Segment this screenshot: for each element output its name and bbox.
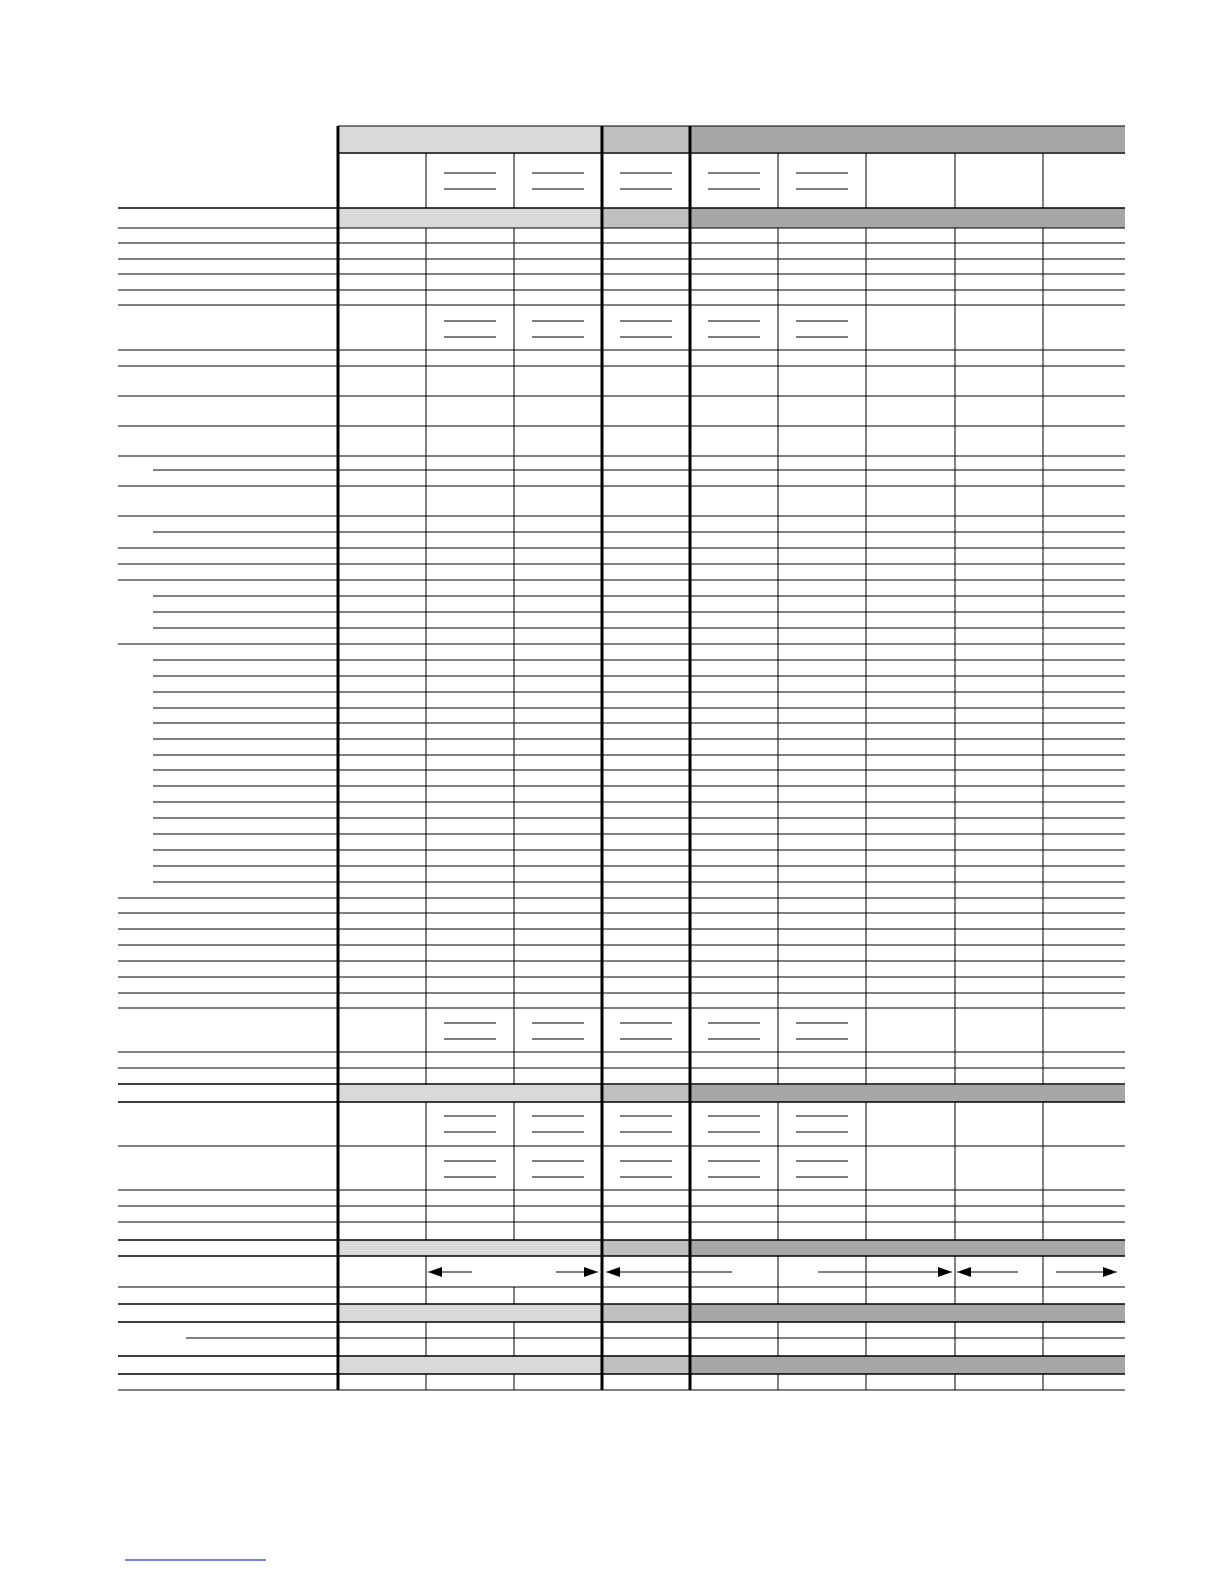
band-light <box>340 208 601 228</box>
band-dark <box>691 1085 1125 1102</box>
band-dark <box>691 1304 1125 1322</box>
band-light <box>340 1304 601 1322</box>
band-light <box>340 126 601 152</box>
band-mid <box>603 1356 689 1374</box>
band-mid <box>603 1240 689 1256</box>
band-dark <box>691 126 1125 152</box>
band-dark <box>691 1240 1125 1256</box>
band-mid <box>603 1304 689 1322</box>
band-dark <box>691 1356 1125 1374</box>
double-headed-arrow-icon <box>957 1267 971 1277</box>
double-headed-arrow-icon <box>938 1267 952 1277</box>
double-headed-arrow-icon <box>1103 1267 1117 1277</box>
band-mid <box>603 208 689 228</box>
double-headed-arrow-icon <box>606 1267 620 1277</box>
band-dark <box>691 208 1125 228</box>
band-light <box>340 1240 601 1256</box>
band-light <box>340 1085 601 1102</box>
band-mid <box>603 1085 689 1102</box>
double-headed-arrow-icon <box>428 1267 442 1277</box>
band-mid <box>603 126 689 152</box>
double-headed-arrow-icon <box>584 1267 598 1277</box>
band-light <box>340 1356 601 1374</box>
